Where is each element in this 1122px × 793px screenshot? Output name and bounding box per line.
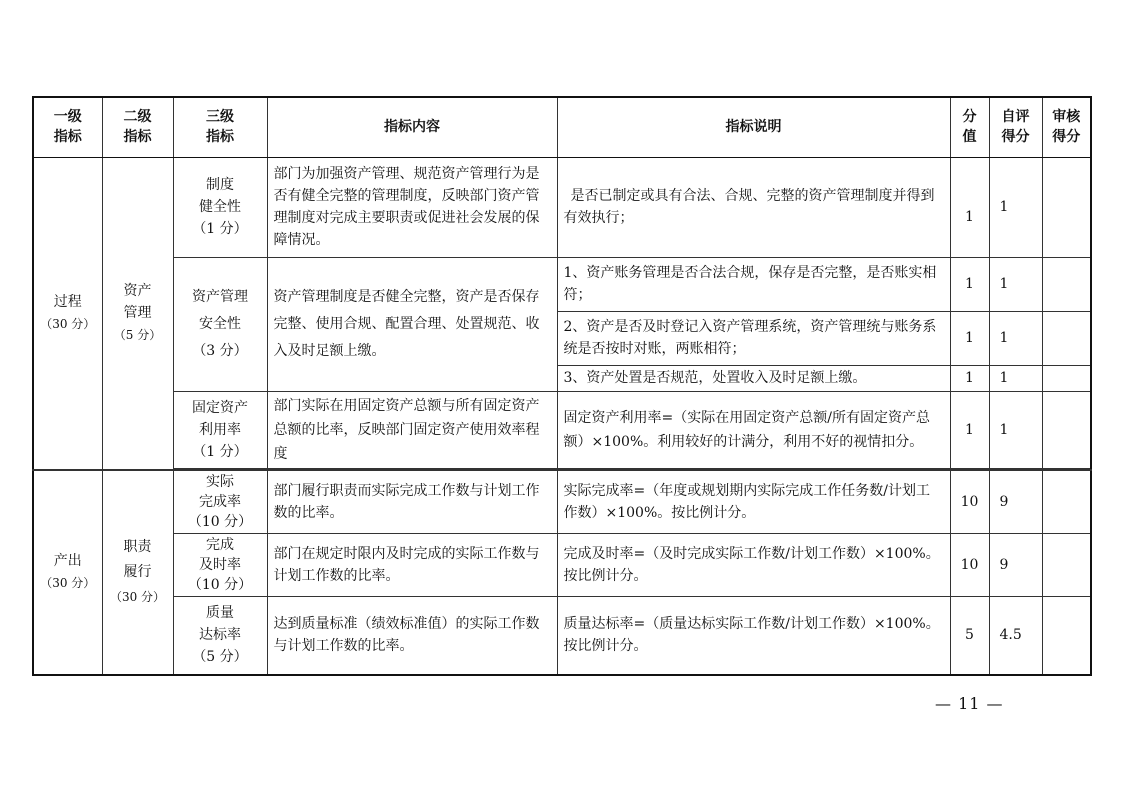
content-cell: 部门为加强资产管理、规范资产管理行为是否有健全完整的管理制度，反映部门资产管理制度对完成主要职责或促进社会发展的保障情况。 <box>267 157 557 257</box>
table-row <box>33 597 1091 675</box>
header-self-score: 自评得分 <box>989 97 1042 157</box>
audit-score-cell <box>1042 157 1091 257</box>
header-description: 指标说明 <box>557 97 950 157</box>
level3-cell: 实际 完成率 （10 分） <box>173 470 267 534</box>
score-cell: 10 <box>950 470 989 534</box>
score-cell: 5 <box>950 597 989 675</box>
header-level1: 一级指标 <box>33 97 102 157</box>
score-cell: 1 <box>950 311 989 365</box>
level1-cell: 产出 （30 分） <box>33 470 102 675</box>
score-cell: 1 <box>950 365 989 391</box>
header-row <box>33 97 1091 157</box>
header-score: 分 值 <box>950 97 989 157</box>
audit-score-cell <box>1042 470 1091 534</box>
self-score-cell: 9 <box>989 534 1042 597</box>
content-cell: 部门履行职责而实际完成工作数与计划工作数的比率。 <box>267 470 557 534</box>
header-audit-score: 审核得分 <box>1042 97 1091 157</box>
audit-score-cell <box>1042 365 1091 391</box>
score-cell: 10 <box>950 534 989 597</box>
audit-score-cell <box>1042 534 1091 597</box>
self-score-cell: 1 <box>989 157 1042 257</box>
description-cell: 3、资产处置是否规范，处置收入及时足额上缴。 <box>557 365 950 391</box>
description-cell: 质量达标率=（质量达标实际工作数/计划工作数）×100%。按比例计分。 <box>557 597 950 675</box>
table-row <box>33 391 1091 468</box>
level3-cell: 制度 健全性 （1 分） <box>173 157 267 257</box>
content-cell: 部门在规定时限内及时完成的实际工作数与计划工作数的比率。 <box>267 534 557 597</box>
table-row <box>33 157 1091 257</box>
audit-score-cell <box>1042 311 1091 365</box>
score-cell: 1 <box>950 257 989 311</box>
level1-cell: 过程 （30 分） <box>33 157 102 470</box>
level3-cell: 完成 及时率 （10 分） <box>173 534 267 597</box>
audit-score-cell <box>1042 257 1091 311</box>
description-cell: 1、资产账务管理是否合法合规，保存是否完整，是否账实相符； <box>557 257 950 311</box>
level3-cell: 质量 达标率 （5 分） <box>173 597 267 675</box>
content-cell: 达到质量标准（绩效标准值）的实际工作数与计划工作数的比率。 <box>267 597 557 675</box>
self-score-cell: 1 <box>989 391 1042 468</box>
description-cell: 完成及时率=（及时完成实际工作数/计划工作数）×100%。按比例计分。 <box>557 534 950 597</box>
audit-score-cell <box>1042 597 1091 675</box>
performance-evaluation-table <box>32 96 1092 676</box>
table-row <box>33 534 1091 597</box>
description-cell: 2、资产是否及时登记入资产管理系统，资产管理统与账务系统是否按时对账，两账相符； <box>557 311 950 365</box>
table-row <box>33 257 1091 311</box>
self-score-cell: 1 <box>989 257 1042 311</box>
level2-cell: 职责履行 （30 分） <box>102 470 173 675</box>
score-cell: 1 <box>950 391 989 468</box>
score-cell: 1 <box>950 157 989 257</box>
header-level3: 三级指标 <box>173 97 267 157</box>
header-content: 指标内容 <box>267 97 557 157</box>
content-cell: 部门实际在用固定资产总额与所有固定资产总额的比率，反映部门固定资产使用效率程度 <box>267 391 557 468</box>
description-cell: 固定资产利用率=（实际在用固定资产总额/所有固定资产总额）×100%。利用较好的计满分，利用不好的视情扣分。 <box>557 391 950 468</box>
table-row <box>33 470 1091 534</box>
level3-cell: 资产管理 安全性 （3 分） <box>173 257 267 391</box>
self-score-cell: 1 <box>989 311 1042 365</box>
description-cell: 是否已制定或具有合法、合规、完整的资产管理制度并得到有效执行； <box>557 157 950 257</box>
content-cell: 资产管理制度是否健全完整，资产是否保存完整、使用合规、配置合理、处置规范、收入及时足额上缴。 <box>267 257 557 391</box>
self-score-cell: 1 <box>989 365 1042 391</box>
level2-cell: 资产 管理 （5 分） <box>102 157 173 470</box>
header-level2: 二级指标 <box>102 97 173 157</box>
page-number: — 11 — <box>935 694 1004 713</box>
description-cell: 实际完成率=（年度或规划期内实际完成工作任务数/计划工作数）×100%。按比例计分。 <box>557 470 950 534</box>
self-score-cell: 9 <box>989 470 1042 534</box>
level3-cell: 固定资产 利用率 （1 分） <box>173 391 267 468</box>
audit-score-cell <box>1042 391 1091 468</box>
self-score-cell: 4.5 <box>989 597 1042 675</box>
